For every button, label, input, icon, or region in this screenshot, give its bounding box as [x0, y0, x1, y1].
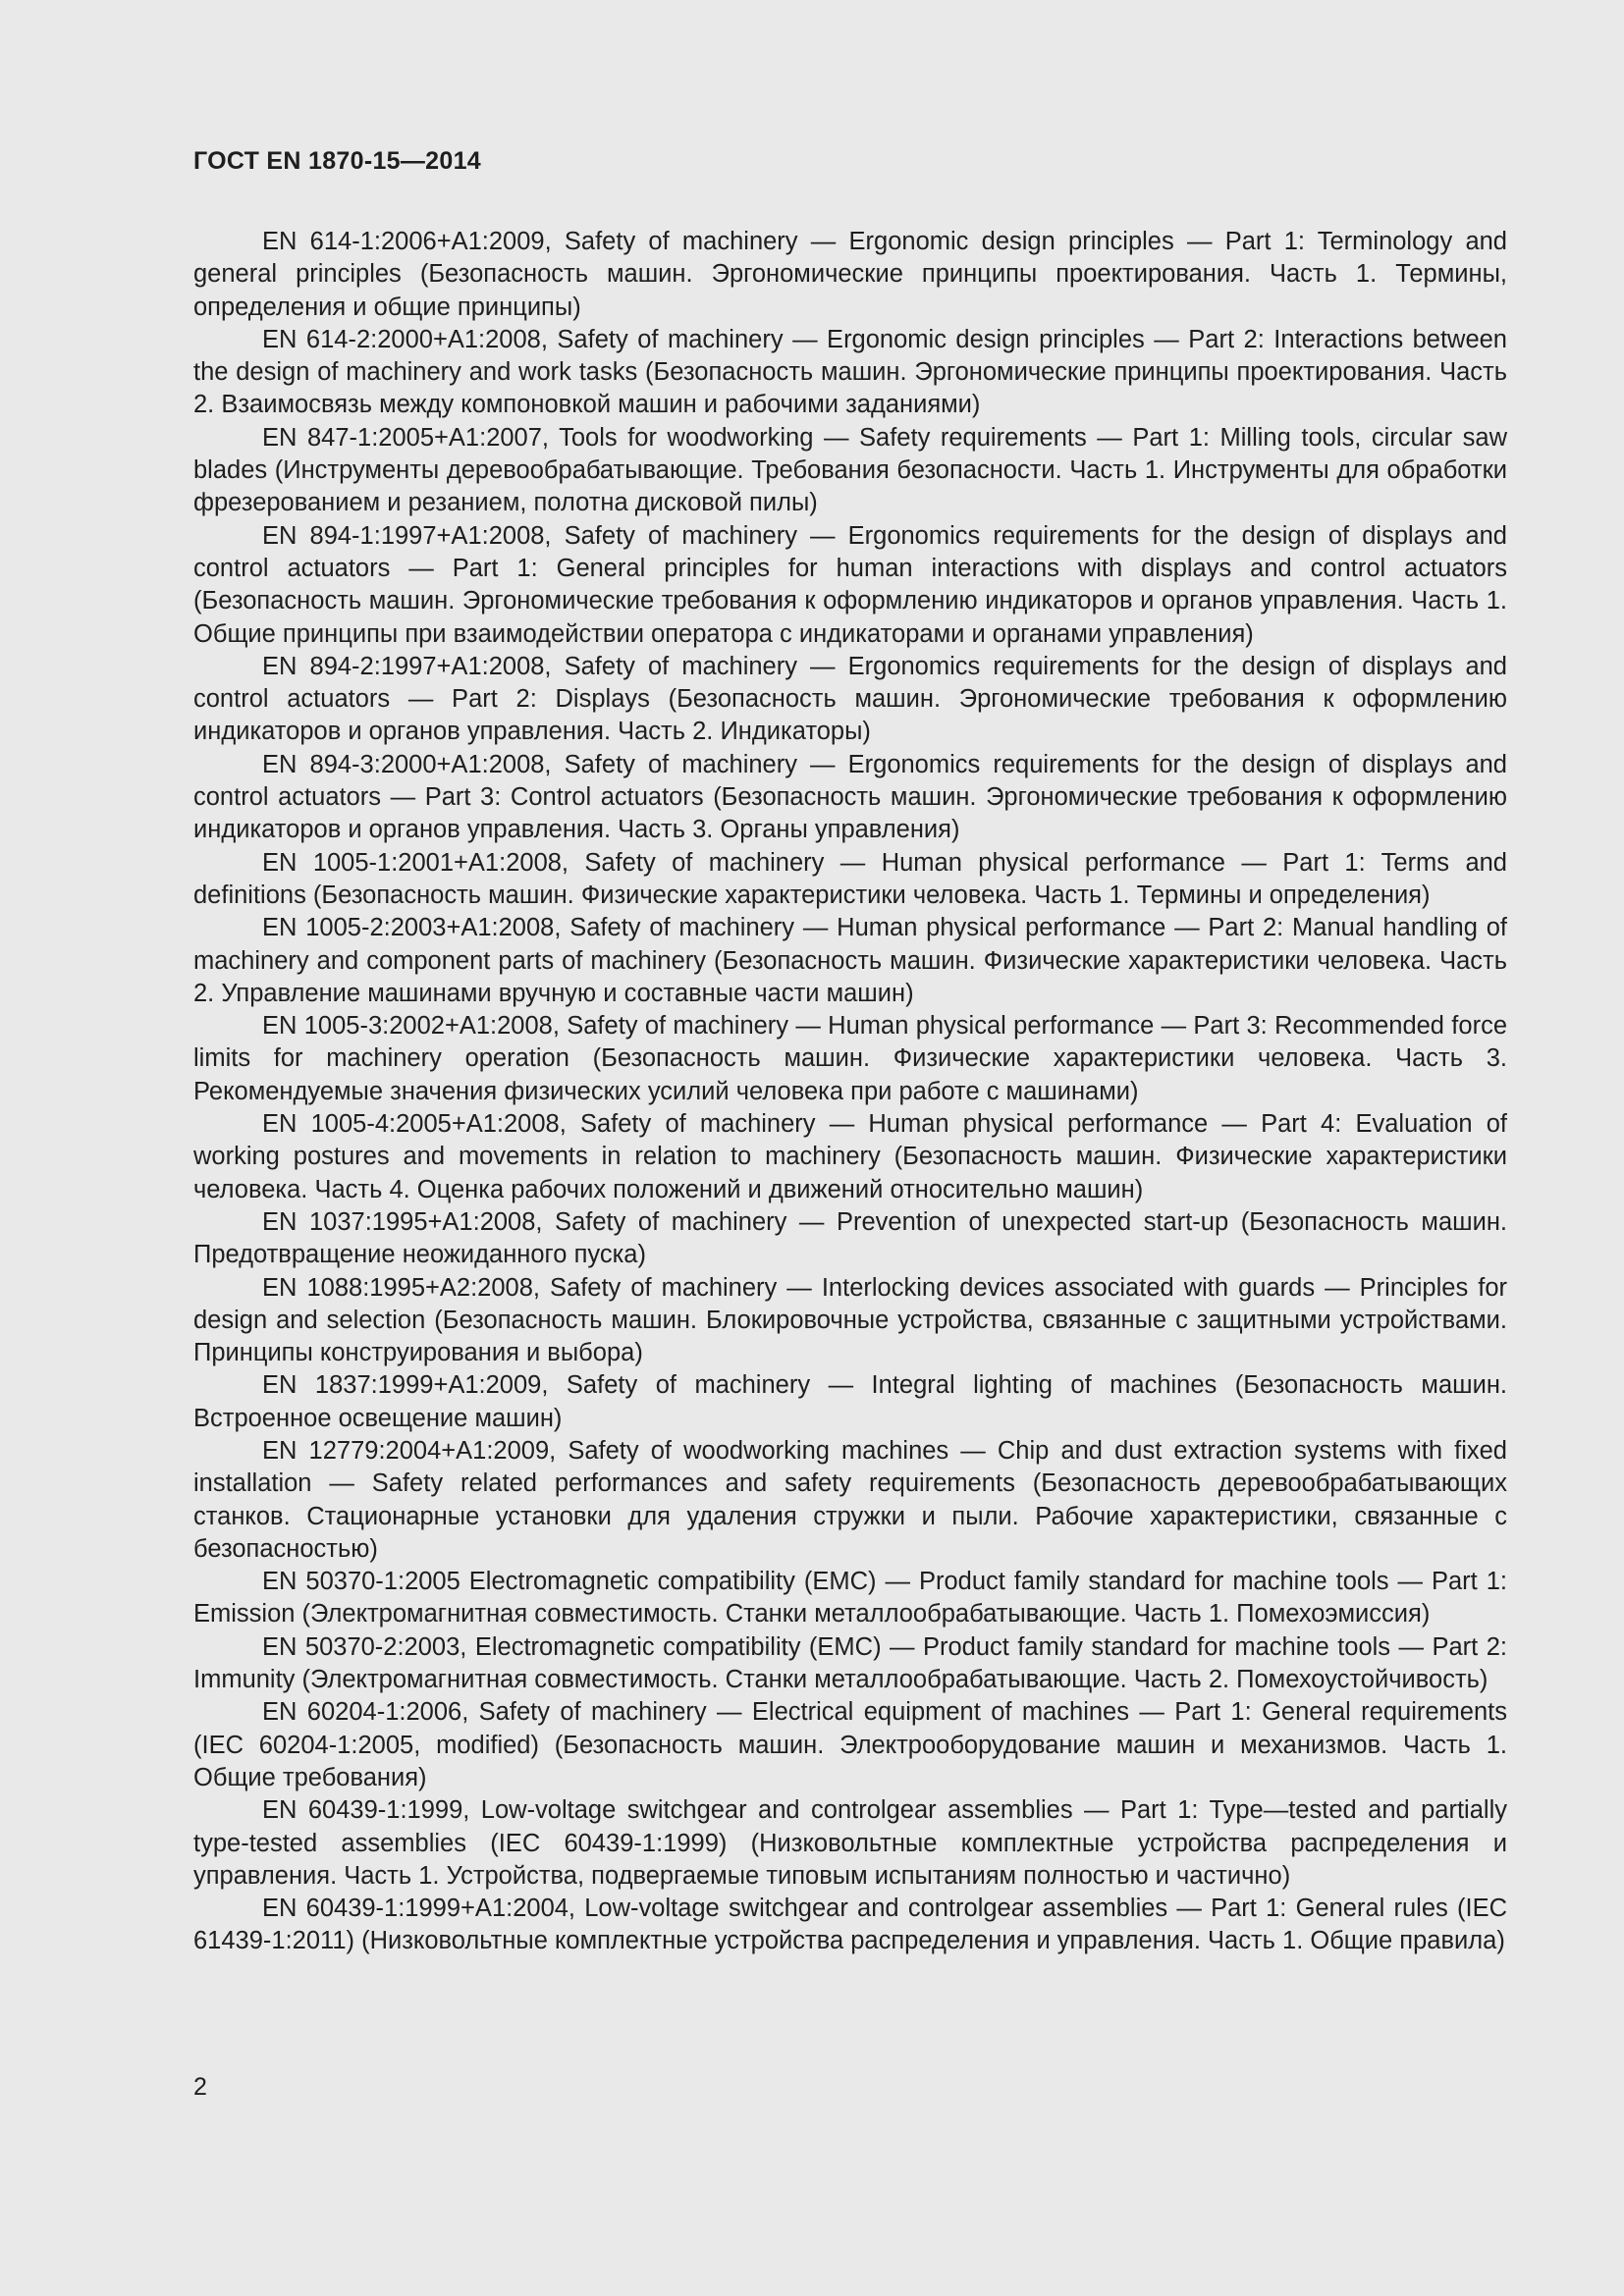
reference-item: EN 847-1:2005+A1:2007, Tools for woodworking — Safety requirements — Part 1: Milling tools, circular saw blades (Инструменты деревообрабатывающие. Требования безопасности. Часть 1. Инструменты для обработки фрезерованием и резанием, полотна дисковой пилы) [193, 423, 1507, 517]
reference-item: EN 894-1:1997+A1:2008, Safety of machinery — Ergonomics requirements for the design of displays and control actuators — Part 1: General principles for human interactions with displays and control actuators (Безопасность машин. Эргономические требования к оформлению индикаторов и органов управления. Часть 1. Общие принципы при взаимодействии оператора с индикаторами и органами управления) [193, 521, 1507, 648]
reference-item: EN 60439-1:1999+A1:2004, Low-voltage switchgear and controlgear assemblies — Part 1: General rules (IEC 61439-1:2011) (Низковольтные комплектные устройства распределения и управления. Часть 1. Общие правила) [193, 1895, 1507, 1955]
reference-item: EN 614-1:2006+A1:2009, Safety of machinery — Ergonomic design principles — Part 1: Terminology and general principles (Безопасность машин. Эргономические принципы проектирования. Часть 1. Термины, определения и общие принципы) [193, 228, 1507, 321]
reference-item: EN 60204-1:2006, Safety of machinery — Electrical equipment of machines — Part 1: General requirements (IEC 60204-1:2005, modified) (Безопасность машин. Электрооборудование машин и механизмов. Часть 1. Общие требования) [193, 1698, 1507, 1791]
page-number: 2 [193, 2073, 207, 2101]
reference-item: EN 1005-1:2001+A1:2008, Safety of machinery — Human physical performance — Part 1: Terms and definitions (Безопасность машин. Физические характеристики человека. Часть 1. Термины и определения) [193, 848, 1507, 909]
reference-item: EN 1005-4:2005+A1:2008, Safety of machinery — Human physical performance — Part 4: Evaluation of working postures and movements in relation to machinery (Безопасность машин. Физические характеристики человека. Часть 4. Оценка рабочих положений и движений относительно машин) [193, 1110, 1507, 1203]
document-header-title: ГОСТ EN 1870-15—2014 [193, 147, 481, 175]
reference-item: EN 1005-3:2002+A1:2008, Safety of machinery — Human physical performance — Part 3: Recommended force limits for machinery operation (Безопасность машин. Физические характеристики человека. Часть 3. Рекомендуемые значения физических усилий человека при работе с машинами) [193, 1012, 1507, 1105]
reference-item: EN 894-3:2000+A1:2008, Safety of machinery — Ergonomics requirements for the design of displays and control actuators — Part 3: Control actuators (Безопасность машин. Эргономические требования к оформлению индикаторов и органов управления. Часть 3. Органы управления) [193, 750, 1507, 844]
reference-item: EN 60439-1:1999, Low-voltage switchgear and controlgear assemblies — Part 1: Type—tested and partially type-tested assemblies (IEC 60439-1:1999) (Низковольтные комплектные устройства распределения и управления. Часть 1. Устройства, подвергаемые типовым испытаниям полностью и частично) [193, 1796, 1507, 1890]
normative-references-list [193, 226, 1507, 1958]
reference-item: EN 1837:1999+A1:2009, Safety of machinery — Integral lighting of machines (Безопасность машин. Встроенное освещение машин) [193, 1371, 1507, 1432]
reference-item: EN 50370-2:2003, Electromagnetic compatibility (EMC) — Product family standard for machine tools — Part 2: Immunity (Электромагнитная совместимость. Станки металлообрабатывающие. Часть 2. Помехоустойчивость) [193, 1632, 1507, 1694]
reference-item: EN 614-2:2000+A1:2008, Safety of machinery — Ergonomic design principles — Part 2: Interactions between the design of machinery and work tasks (Безопасность машин. Эргономические принципы проектирования. Часть 2. Взаимосвязь между компоновкой машин и рабочими заданиями) [193, 325, 1507, 419]
reference-item: EN 1037:1995+A1:2008, Safety of machinery — Prevention of unexpected start-up (Безопасность машин. Предотвращение неожиданного пуска) [193, 1207, 1507, 1269]
reference-item: EN 1005-2:2003+A1:2008, Safety of machinery — Human physical performance — Part 2: Manual handling of machinery and component parts of machinery (Безопасность машин. Физические характеристики человека. Часть 2. Управление машинами вручную и составные части машин) [193, 914, 1507, 1007]
reference-item: EN 894-2:1997+A1:2008, Safety of machinery — Ergonomics requirements for the design of displays and control actuators — Part 2: Displays (Безопасность машин. Эргономические требования к оформлению индикаторов и органов управления. Часть 2. Индикаторы) [193, 652, 1507, 746]
reference-item: EN 50370-1:2005 Electromagnetic compatibility (EMC) — Product family standard for machine tools — Part 1: Emission (Электромагнитная совместимость. Станки металлообрабатывающие. Часть 1. Помехоэмиссия) [193, 1568, 1507, 1629]
reference-item: EN 12779:2004+A1:2009, Safety of woodworking machines — Chip and dust extraction systems with fixed installation — Safety related performances and safety requirements (Безопасность деревообрабатывающих станков. Стационарные установки для удаления стружки и пыли. Рабочие характеристики, связанные с безопасностью) [193, 1436, 1507, 1563]
reference-item: EN 1088:1995+A2:2008, Safety of machinery — Interlocking devices associated with guards — Principles for design and selection (Безопасность машин. Блокировочные устройства, связанные с защитными устройствами. Принципы конструирования и выбора) [193, 1273, 1507, 1367]
